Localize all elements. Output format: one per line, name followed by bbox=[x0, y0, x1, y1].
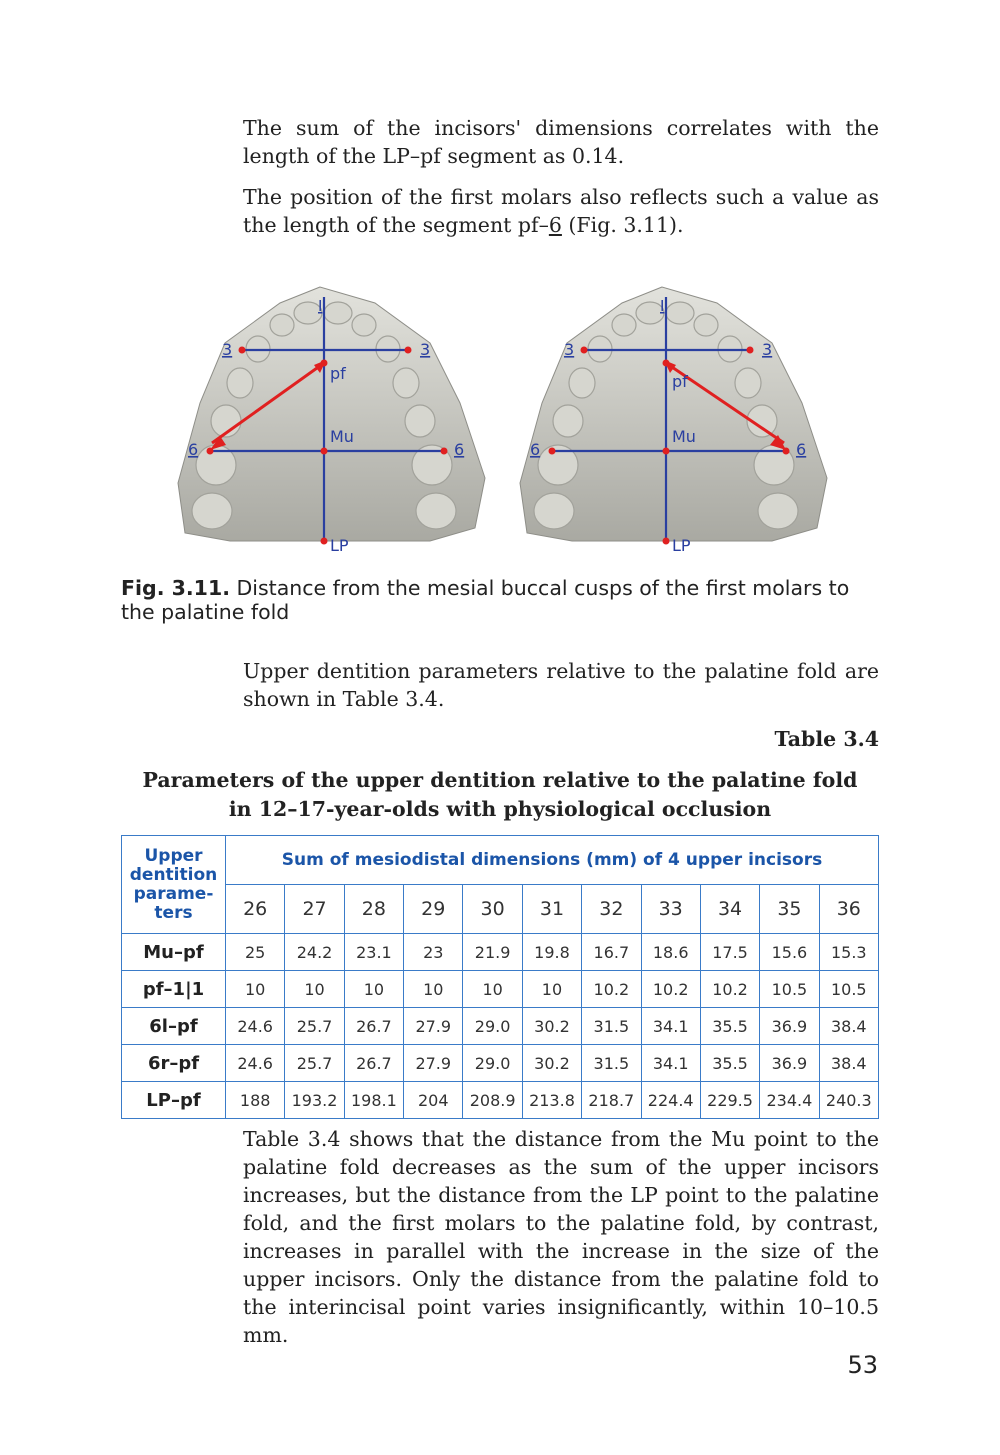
incisor-sum-col-header: 28 bbox=[344, 885, 403, 934]
incisor-sum-col-header: 34 bbox=[700, 885, 759, 934]
conclusion-paragraph: Table 3.4 shows that the distance from the Mu point to the palatine fold decreases as the sum of the upper incisors increases, but the distance from the LP point to the palatine fold, and the first molars to the palatine fold, by contrast, increases in parallel with the increase in the size of the upper incisors. Only the distance from the palatine fold to the interincisal point varies insignificantly, within 10–10.5 mm. bbox=[243, 1127, 879, 1347]
label-canine-right: 3 bbox=[762, 340, 773, 359]
intro-paragraph-2-ref: (Fig. 3.11). bbox=[561, 213, 684, 237]
molar-6-underlined: 6 bbox=[548, 213, 562, 237]
label-molar-right: 6 bbox=[796, 440, 807, 459]
row-label: Mu–pf bbox=[122, 934, 226, 971]
table-cell: 27.9 bbox=[404, 1045, 463, 1082]
incisor-sum-col-header: 33 bbox=[641, 885, 700, 934]
table-cell: 38.4 bbox=[819, 1008, 878, 1045]
label-canine-right: 3 bbox=[420, 340, 431, 359]
param-header-cell: Upper dentition parame-ters bbox=[122, 836, 226, 934]
table-cell: 21.9 bbox=[463, 934, 522, 971]
table-cell: 10 bbox=[226, 971, 285, 1008]
sum-header-cell: Sum of mesiodistal dimensions (mm) of 4 upper incisors bbox=[226, 836, 879, 885]
incisor-sum-col-header: 27 bbox=[285, 885, 344, 934]
label-incisal: I bbox=[660, 297, 665, 315]
table-cell: 240.3 bbox=[819, 1082, 878, 1119]
table-cell: 31.5 bbox=[582, 1045, 641, 1082]
incisor-sum-col-header: 31 bbox=[522, 885, 581, 934]
table-cell: 188 bbox=[226, 1082, 285, 1119]
table-cell: 10.5 bbox=[760, 971, 819, 1008]
table-cell: 19.8 bbox=[522, 934, 581, 971]
table-cell: 26.7 bbox=[344, 1008, 403, 1045]
incisor-sum-col-header: 26 bbox=[226, 885, 285, 934]
table-cell: 31.5 bbox=[582, 1008, 641, 1045]
row-label: 6l–pf bbox=[122, 1008, 226, 1045]
table-title bbox=[121, 766, 879, 824]
row-label: pf–1|1 bbox=[122, 971, 226, 1008]
incisor-sum-col-header: 35 bbox=[760, 885, 819, 934]
table-cell: 218.7 bbox=[582, 1082, 641, 1119]
table-header-row bbox=[122, 836, 879, 885]
label-lp: LP bbox=[330, 536, 349, 555]
table-cell: 34.1 bbox=[641, 1008, 700, 1045]
table-cell: 35.5 bbox=[700, 1008, 759, 1045]
label-molar-left: 6 bbox=[530, 440, 541, 459]
table-cell: 224.4 bbox=[641, 1082, 700, 1119]
table-cell: 17.5 bbox=[700, 934, 759, 971]
label-pf: pf bbox=[672, 372, 688, 391]
table-row bbox=[122, 1008, 879, 1045]
incisor-sum-col-header: 30 bbox=[463, 885, 522, 934]
table-cell: 10 bbox=[522, 971, 581, 1008]
figure-caption-text: Distance from the mesial buccal cusps of the first molars to the palatine fold bbox=[121, 576, 850, 624]
table-intro-paragraph: Upper dentition parameters relative to the palatine fold are shown in Table 3.4. bbox=[243, 659, 879, 711]
table-cell: 193.2 bbox=[285, 1082, 344, 1119]
incisor-sum-col-header: 29 bbox=[404, 885, 463, 934]
label-canine-left: 3 bbox=[222, 340, 233, 359]
table-cell: 25 bbox=[226, 934, 285, 971]
table-cell: 36.9 bbox=[760, 1045, 819, 1082]
table-cell: 30.2 bbox=[522, 1045, 581, 1082]
figure-caption-label: Fig. 3.11. bbox=[121, 576, 230, 600]
table-cell: 23.1 bbox=[344, 934, 403, 971]
dental-cast-right bbox=[512, 283, 832, 558]
table-title-line-1: Parameters of the upper dentition relative to the palatine fold bbox=[142, 768, 858, 792]
label-molar-left: 6 bbox=[188, 440, 199, 459]
incisor-sum-col-header: 32 bbox=[582, 885, 641, 934]
table-cell: 213.8 bbox=[522, 1082, 581, 1119]
table-title-line-2: in 12–17-year-olds with physiological occlusion bbox=[228, 797, 772, 821]
table-cell: 10 bbox=[404, 971, 463, 1008]
table-cell: 10.2 bbox=[641, 971, 700, 1008]
table-cell: 24.6 bbox=[226, 1045, 285, 1082]
label-mu: Mu bbox=[330, 427, 354, 446]
table-cell: 10.2 bbox=[700, 971, 759, 1008]
table-cell: 24.6 bbox=[226, 1008, 285, 1045]
table-cell: 38.4 bbox=[819, 1045, 878, 1082]
table-cell: 229.5 bbox=[700, 1082, 759, 1119]
table-cell: 23 bbox=[404, 934, 463, 971]
label-pf: pf bbox=[330, 364, 346, 383]
table-cell: 16.7 bbox=[582, 934, 641, 971]
table-cell: 29.0 bbox=[463, 1008, 522, 1045]
row-label: 6r–pf bbox=[122, 1045, 226, 1082]
incisor-sum-col-header: 36 bbox=[819, 885, 878, 934]
table-cell: 25.7 bbox=[285, 1008, 344, 1045]
table-cell: 198.1 bbox=[344, 1082, 403, 1119]
table-cell: 15.3 bbox=[819, 934, 878, 971]
figure-caption bbox=[121, 576, 879, 624]
label-molar-right: 6 bbox=[454, 440, 465, 459]
table-cell: 10.2 bbox=[582, 971, 641, 1008]
table-cell: 36.9 bbox=[760, 1008, 819, 1045]
table-cell: 25.7 bbox=[285, 1045, 344, 1082]
table-row bbox=[122, 1082, 879, 1119]
intro-paragraph-2-text: The position of the first molars also reflects such a value as the length of the segment pf– bbox=[243, 185, 879, 237]
table-cell: 24.2 bbox=[285, 934, 344, 971]
table-cell: 10 bbox=[344, 971, 403, 1008]
label-mu: Mu bbox=[672, 427, 696, 446]
table-cell: 10 bbox=[463, 971, 522, 1008]
label-lp: LP bbox=[672, 536, 691, 555]
table-row bbox=[122, 1045, 879, 1082]
table-cell: 29.0 bbox=[463, 1045, 522, 1082]
table-cell: 35.5 bbox=[700, 1045, 759, 1082]
table-cell: 26.7 bbox=[344, 1045, 403, 1082]
label-canine-left: 3 bbox=[564, 340, 575, 359]
table-cell: 15.6 bbox=[760, 934, 819, 971]
intro-paragraph-2 bbox=[243, 183, 879, 239]
page-number: 53 bbox=[847, 1351, 878, 1379]
dental-cast-left bbox=[170, 283, 490, 558]
intro-paragraph-1: The sum of the incisors' dimensions correlates with the length of the LP–pf segment as 0.14. bbox=[243, 116, 879, 168]
table-cell: 204 bbox=[404, 1082, 463, 1119]
table-cell: 234.4 bbox=[760, 1082, 819, 1119]
row-label: LP–pf bbox=[122, 1082, 226, 1119]
label-incisal: I bbox=[318, 297, 323, 315]
table-cell: 27.9 bbox=[404, 1008, 463, 1045]
table-cell: 208.9 bbox=[463, 1082, 522, 1119]
table-cell: 10.5 bbox=[819, 971, 878, 1008]
table-row bbox=[122, 971, 879, 1008]
table-cell: 34.1 bbox=[641, 1045, 700, 1082]
parameters-table bbox=[121, 835, 879, 1119]
table-cell: 18.6 bbox=[641, 934, 700, 971]
table-label: Table 3.4 bbox=[774, 727, 879, 751]
incisor-sum-row bbox=[122, 885, 879, 934]
table-cell: 10 bbox=[285, 971, 344, 1008]
table-row bbox=[122, 934, 879, 971]
table-cell: 30.2 bbox=[522, 1008, 581, 1045]
